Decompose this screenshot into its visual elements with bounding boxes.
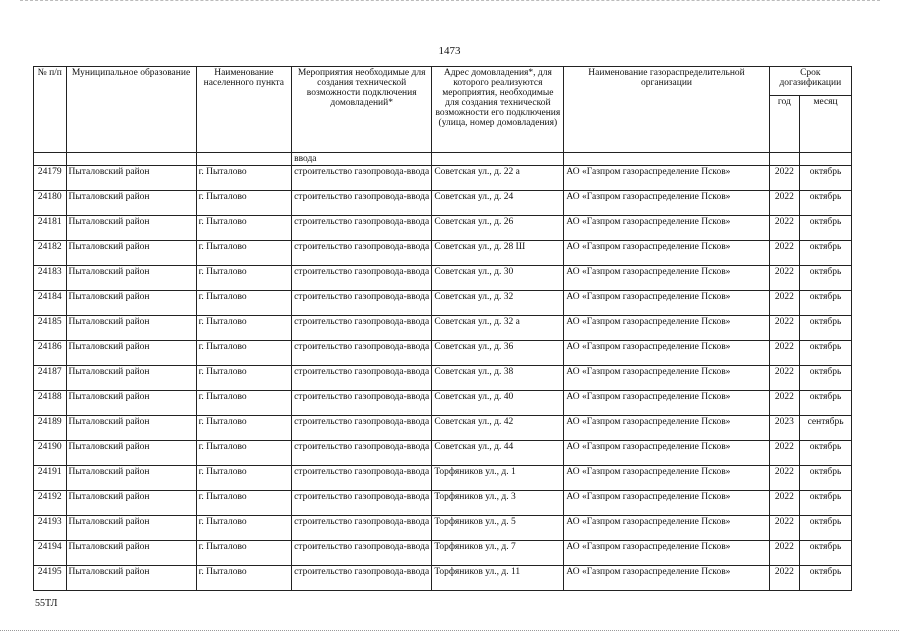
table-row	[34, 191, 852, 216]
cell-event: строительство газопровода-ввода	[292, 416, 432, 441]
cell-settlement: г. Пыталово	[196, 316, 292, 341]
table-row	[34, 291, 852, 316]
cell-month: октябрь	[800, 391, 852, 416]
cell-event: строительство газопровода-ввода	[292, 391, 432, 416]
cell-event: строительство газопровода-ввода	[292, 566, 432, 591]
cell-organization: АО «Газпром газораспределение Псков»	[564, 391, 769, 416]
cell-municipality: Пыталовский район	[66, 566, 196, 591]
cell-year: 2022	[769, 316, 799, 341]
cell-address: Советская ул., д. 36	[432, 341, 564, 366]
table-row	[34, 166, 852, 191]
table-row	[34, 216, 852, 241]
cell-month: октябрь	[800, 216, 852, 241]
cell-number: 24189	[34, 416, 67, 441]
cell-number: 24186	[34, 341, 67, 366]
cell-event: строительство газопровода-ввода	[292, 366, 432, 391]
cell-year: 2022	[769, 366, 799, 391]
cell-year: 2022	[769, 491, 799, 516]
cell-event: строительство газопровода-ввода	[292, 216, 432, 241]
cell-organization: АО «Газпром газораспределение Псков»	[564, 266, 769, 291]
cell-organization: АО «Газпром газораспределение Псков»	[564, 416, 769, 441]
cell-month: сентябрь	[800, 416, 852, 441]
scan-noise-bottom	[0, 630, 899, 637]
cell-month: октябрь	[800, 316, 852, 341]
table-row	[34, 466, 852, 491]
cell-address: Советская ул., д. 30	[432, 266, 564, 291]
cell-month: октябрь	[800, 241, 852, 266]
cell-year: 2022	[769, 391, 799, 416]
cell-organization: АО «Газпром газораспределение Псков»	[564, 441, 769, 466]
cell-address: Советская ул., д. 32	[432, 291, 564, 316]
table-row	[34, 266, 852, 291]
cell-month: октябрь	[800, 366, 852, 391]
table-row	[34, 416, 852, 441]
header-deadline: Срок догазификации	[769, 67, 851, 96]
cell-organization: АО «Газпром газораспределение Псков»	[564, 191, 769, 216]
cell-empty	[66, 153, 196, 166]
cell-address: Советская ул., д. 22 а	[432, 166, 564, 191]
footer-code: 55ТЛ	[35, 598, 58, 609]
cell-organization: АО «Газпром газораспределение Псков»	[564, 566, 769, 591]
cell-month: октябрь	[800, 291, 852, 316]
cell-municipality: Пыталовский район	[66, 316, 196, 341]
cell-settlement: г. Пыталово	[196, 491, 292, 516]
cell-year: 2022	[769, 266, 799, 291]
cell-settlement: г. Пыталово	[196, 216, 292, 241]
cell-month: октябрь	[800, 491, 852, 516]
cell-number: 24187	[34, 366, 67, 391]
cell-settlement: г. Пыталово	[196, 466, 292, 491]
cell-municipality: Пыталовский район	[66, 266, 196, 291]
table-row	[34, 366, 852, 391]
header-settlement: Наименование населенного пункта	[196, 67, 292, 153]
cell-municipality: Пыталовский район	[66, 216, 196, 241]
cell-number: 24195	[34, 566, 67, 591]
continuation-row	[34, 153, 852, 166]
cell-settlement: г. Пыталово	[196, 341, 292, 366]
cell-empty	[800, 153, 852, 166]
cell-organization: АО «Газпром газораспределение Псков»	[564, 316, 769, 341]
cell-settlement: г. Пыталово	[196, 266, 292, 291]
continuation-text: ввода	[292, 153, 432, 166]
cell-empty	[34, 153, 67, 166]
gasification-table	[33, 66, 852, 591]
cell-address: Торфяников ул., д. 3	[432, 491, 564, 516]
cell-event: строительство газопровода-ввода	[292, 516, 432, 541]
cell-settlement: г. Пыталово	[196, 566, 292, 591]
cell-empty	[196, 153, 292, 166]
header-municipality: Муниципальное образование	[66, 67, 196, 153]
cell-municipality: Пыталовский район	[66, 291, 196, 316]
cell-settlement: г. Пыталово	[196, 441, 292, 466]
table-row	[34, 516, 852, 541]
cell-address: Советская ул., д. 38	[432, 366, 564, 391]
cell-municipality: Пыталовский район	[66, 241, 196, 266]
cell-settlement: г. Пыталово	[196, 291, 292, 316]
cell-month: октябрь	[800, 441, 852, 466]
cell-municipality: Пыталовский район	[66, 341, 196, 366]
cell-address: Торфяников ул., д. 7	[432, 541, 564, 566]
cell-month: октябрь	[800, 166, 852, 191]
cell-empty	[432, 153, 564, 166]
cell-month: октябрь	[800, 566, 852, 591]
cell-organization: АО «Газпром газораспределение Псков»	[564, 241, 769, 266]
cell-number: 24193	[34, 516, 67, 541]
cell-organization: АО «Газпром газораспределение Псков»	[564, 366, 769, 391]
cell-year: 2023	[769, 416, 799, 441]
cell-year: 2022	[769, 241, 799, 266]
cell-year: 2022	[769, 166, 799, 191]
cell-empty	[769, 153, 799, 166]
cell-number: 24184	[34, 291, 67, 316]
header-num: № п/п	[34, 67, 67, 153]
cell-event: строительство газопровода-ввода	[292, 491, 432, 516]
cell-address: Советская ул., д. 42	[432, 416, 564, 441]
header-organization: Наименование газораспределительной организации	[564, 67, 769, 153]
cell-address: Торфяников ул., д. 1	[432, 466, 564, 491]
table-row	[34, 541, 852, 566]
cell-event: строительство газопровода-ввода	[292, 316, 432, 341]
header-month: месяц	[800, 96, 852, 153]
table-row	[34, 566, 852, 591]
table-header	[34, 67, 852, 153]
table-row	[34, 341, 852, 366]
cell-number: 24182	[34, 241, 67, 266]
scan-noise-top	[20, 0, 880, 7]
cell-month: октябрь	[800, 541, 852, 566]
cell-month: октябрь	[800, 516, 852, 541]
cell-municipality: Пыталовский район	[66, 391, 196, 416]
cell-number: 24179	[34, 166, 67, 191]
cell-empty	[564, 153, 769, 166]
cell-event: строительство газопровода-ввода	[292, 441, 432, 466]
cell-year: 2022	[769, 341, 799, 366]
table-row	[34, 241, 852, 266]
cell-year: 2022	[769, 541, 799, 566]
cell-month: октябрь	[800, 191, 852, 216]
cell-number: 24194	[34, 541, 67, 566]
cell-address: Советская ул., д. 26	[432, 216, 564, 241]
cell-event: строительство газопровода-ввода	[292, 466, 432, 491]
cell-municipality: Пыталовский район	[66, 366, 196, 391]
cell-organization: АО «Газпром газораспределение Псков»	[564, 516, 769, 541]
cell-municipality: Пыталовский район	[66, 191, 196, 216]
cell-settlement: г. Пыталово	[196, 416, 292, 441]
cell-event: строительство газопровода-ввода	[292, 241, 432, 266]
cell-event: строительство газопровода-ввода	[292, 166, 432, 191]
cell-event: строительство газопровода-ввода	[292, 191, 432, 216]
cell-organization: АО «Газпром газораспределение Псков»	[564, 466, 769, 491]
cell-month: октябрь	[800, 341, 852, 366]
cell-address: Советская ул., д. 24	[432, 191, 564, 216]
cell-address: Торфяников ул., д. 11	[432, 566, 564, 591]
table-row	[34, 391, 852, 416]
cell-municipality: Пыталовский район	[66, 491, 196, 516]
cell-organization: АО «Газпром газораспределение Псков»	[564, 341, 769, 366]
cell-municipality: Пыталовский район	[66, 166, 196, 191]
cell-number: 24188	[34, 391, 67, 416]
cell-number: 24191	[34, 466, 67, 491]
cell-number: 24185	[34, 316, 67, 341]
cell-organization: АО «Газпром газораспределение Псков»	[564, 291, 769, 316]
cell-municipality: Пыталовский район	[66, 466, 196, 491]
cell-organization: АО «Газпром газораспределение Псков»	[564, 491, 769, 516]
cell-settlement: г. Пыталово	[196, 191, 292, 216]
cell-address: Торфяников ул., д. 5	[432, 516, 564, 541]
table-body	[34, 153, 852, 591]
table-row	[34, 316, 852, 341]
cell-address: Советская ул., д. 44	[432, 441, 564, 466]
cell-organization: АО «Газпром газораспределение Псков»	[564, 166, 769, 191]
cell-municipality: Пыталовский район	[66, 416, 196, 441]
cell-year: 2022	[769, 441, 799, 466]
cell-municipality: Пыталовский район	[66, 441, 196, 466]
cell-settlement: г. Пыталово	[196, 241, 292, 266]
cell-event: строительство газопровода-ввода	[292, 541, 432, 566]
cell-organization: АО «Газпром газораспределение Псков»	[564, 541, 769, 566]
cell-municipality: Пыталовский район	[66, 516, 196, 541]
cell-event: строительство газопровода-ввода	[292, 291, 432, 316]
cell-address: Советская ул., д. 28 Ш	[432, 241, 564, 266]
cell-year: 2022	[769, 566, 799, 591]
cell-number: 24192	[34, 491, 67, 516]
cell-number: 24183	[34, 266, 67, 291]
cell-month: октябрь	[800, 466, 852, 491]
header-address: Адрес домовладения*, для которого реализуются мероприятия, необходимые для создания технической возможности его подключения (улица, номер домовладения)	[432, 67, 564, 153]
cell-organization: АО «Газпром газораспределение Псков»	[564, 216, 769, 241]
cell-month: октябрь	[800, 266, 852, 291]
cell-number: 24181	[34, 216, 67, 241]
cell-settlement: г. Пыталово	[196, 516, 292, 541]
header-events: Мероприятия необходимые для создания технической возможности подключения домовладений*	[292, 67, 432, 153]
cell-event: строительство газопровода-ввода	[292, 266, 432, 291]
cell-number: 24180	[34, 191, 67, 216]
table-row	[34, 441, 852, 466]
cell-year: 2022	[769, 291, 799, 316]
cell-settlement: г. Пыталово	[196, 166, 292, 191]
cell-number: 24190	[34, 441, 67, 466]
cell-municipality: Пыталовский район	[66, 541, 196, 566]
cell-event: строительство газопровода-ввода	[292, 341, 432, 366]
cell-year: 2022	[769, 466, 799, 491]
table-row	[34, 491, 852, 516]
cell-address: Советская ул., д. 32 а	[432, 316, 564, 341]
cell-year: 2022	[769, 216, 799, 241]
cell-address: Советская ул., д. 40	[432, 391, 564, 416]
header-year: год	[769, 96, 799, 153]
page-number: 1473	[438, 45, 461, 57]
cell-settlement: г. Пыталово	[196, 391, 292, 416]
cell-year: 2022	[769, 191, 799, 216]
cell-settlement: г. Пыталово	[196, 541, 292, 566]
cell-year: 2022	[769, 516, 799, 541]
cell-settlement: г. Пыталово	[196, 366, 292, 391]
